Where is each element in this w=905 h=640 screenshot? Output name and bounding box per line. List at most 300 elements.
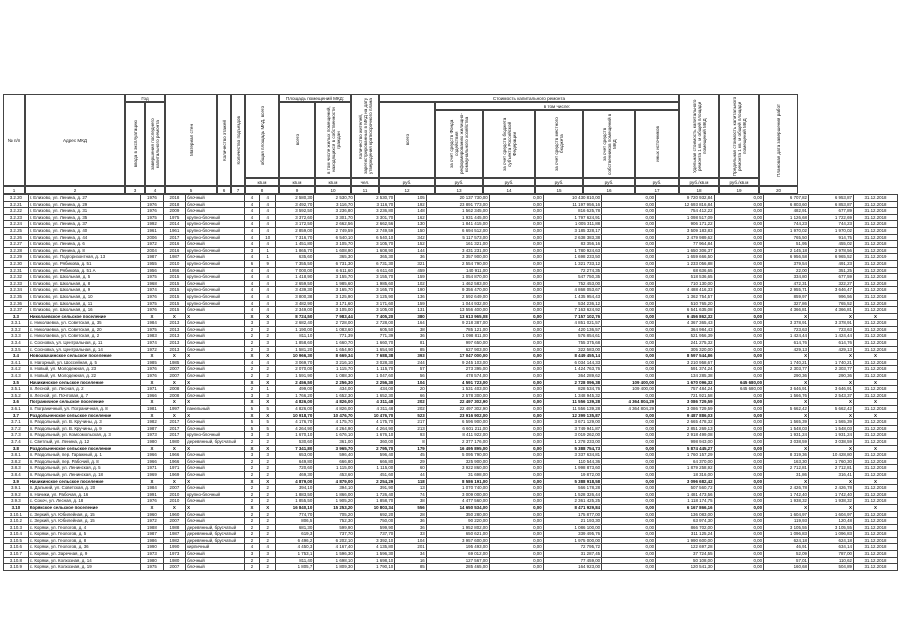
mkd-register-table <box>3 194 898 571</box>
table-cell: 0,00 <box>714 313 763 320</box>
unit-cell <box>351 178 379 186</box>
table-cell: X <box>853 399 897 406</box>
table-cell: 0,00 <box>602 425 656 432</box>
table-cell: 2 145,18 <box>764 247 809 254</box>
table-cell: 4 <box>244 221 260 228</box>
table-row <box>4 227 898 234</box>
table-cell: 1 126,68 <box>764 214 809 221</box>
table-cell: 31.12.2018 <box>853 340 897 347</box>
table-cell: 1 990 600,00 <box>656 537 714 544</box>
table-cell: 3 <box>244 432 260 439</box>
table-row <box>4 498 898 505</box>
table-cell: 1976 <box>141 373 163 380</box>
table-row <box>4 438 898 445</box>
table-cell: Корякское сельское поселение <box>28 504 140 511</box>
col-number-cell <box>719 186 759 194</box>
table-cell: X <box>809 412 854 419</box>
table-cell: деревянный, брусчатый <box>186 438 244 445</box>
table-cell: 0,00 <box>489 241 543 248</box>
table-cell: 2 426,78 <box>764 485 809 492</box>
table-cell: 2007 <box>163 485 185 492</box>
table-cell: 1 650 306,37 <box>656 247 714 254</box>
table-cell: 6 853,87 <box>809 201 854 208</box>
table-cell: 3.3 <box>4 313 29 320</box>
table-cell: 31.12.2018 <box>853 544 897 551</box>
unit-cell <box>279 178 315 186</box>
table-cell: 0,00 <box>489 366 543 373</box>
table-cell: 0,00 <box>714 458 763 465</box>
table-cell: 3.5.2 <box>4 392 29 399</box>
table-cell: 31.12.2018 <box>853 201 897 208</box>
table-cell: 0,00 <box>489 557 543 564</box>
table-cell: 57 <box>395 366 426 373</box>
table-cell: 3 <box>244 551 260 558</box>
table-cell: X <box>809 445 854 452</box>
table-cell: 192 <box>395 201 426 208</box>
table-cell: X <box>764 412 809 419</box>
table-cell: 1987 <box>141 531 163 538</box>
table-cell: 816 625,78 <box>543 208 601 215</box>
table-cell: 4 <box>244 274 260 281</box>
table-row <box>4 485 898 492</box>
table-cell: п. Лесной, ул. Почтовая, д. 7 <box>28 392 140 399</box>
table-cell: Пограничное сельское поселение <box>28 399 140 406</box>
table-cell: 4 <box>244 208 260 215</box>
table-cell: 1987 <box>141 254 163 261</box>
table-cell: 3.10.5 <box>4 537 29 544</box>
table-cell: 5 874 445,27 <box>656 445 714 452</box>
table-cell: 0,00 <box>489 498 543 505</box>
table-cell: 31.12.2018 <box>853 491 897 498</box>
table-cell: п. Раздольный, ул. Ленинская, д. 5 <box>28 465 140 472</box>
table-cell: 31.12.2018 <box>853 307 897 314</box>
table-cell: 1 698,10 <box>314 557 354 564</box>
table-row <box>4 221 898 228</box>
table-cell: п. Новый, ул. Молодежная, д. 23 <box>28 366 140 373</box>
table-cell: 5 662,42 <box>764 406 809 413</box>
table-cell: 5 <box>244 406 260 413</box>
table-cell: 3.3.1 <box>4 320 29 327</box>
table-cell: 31.12.2018 <box>853 373 897 380</box>
table-cell: 4 <box>244 307 260 314</box>
table-cell: 1 435 954,43 <box>543 293 601 300</box>
table-cell: 217 <box>395 419 426 426</box>
table-header <box>3 94 898 194</box>
table-cell: 14 650 534,00 <box>426 504 489 511</box>
table-cell: 1971 <box>163 465 185 472</box>
col-cost-owners-header-label: за счет средств собственников помещений в МКД <box>601 113 617 175</box>
table-cell: 10 476,70 <box>314 412 354 419</box>
table-cell: блочный <box>186 195 244 202</box>
table-cell: 645 680,00 <box>714 379 763 386</box>
table-cell: 31.12.2018 <box>853 518 897 525</box>
table-cell: 4 <box>244 241 260 248</box>
table-row <box>4 531 898 538</box>
table-cell: 0,00 <box>489 340 543 347</box>
table-cell: 906 171,22 <box>656 221 714 228</box>
table-cell: 518 536,65 <box>656 274 714 281</box>
table-cell: 1 670 096,32 <box>656 379 714 386</box>
table-cell: 1 098 811,00 <box>426 333 489 340</box>
table-cell: 31.12.2018 <box>853 359 897 366</box>
table-cell: X <box>163 379 185 386</box>
table-cell: 190 <box>395 287 426 294</box>
table-cell: 0,00 <box>489 491 543 498</box>
table-cell: 3 <box>244 452 260 459</box>
table-cell: 677,59 <box>809 274 854 281</box>
table-cell: 2 <box>244 346 260 353</box>
table-cell: 31.12.2019 <box>853 254 897 261</box>
table-cell: 0,00 <box>489 320 543 327</box>
table-cell: 110 544,36 <box>543 458 601 465</box>
table-cell: 3 216,10 <box>314 359 354 366</box>
table-cell: 1 676,10 <box>314 432 354 439</box>
table-cell: 1 <box>260 386 276 393</box>
table-cell: 1971 <box>141 465 163 472</box>
table-cell: 2015 <box>163 274 185 281</box>
col-cost-owners-header <box>583 110 635 178</box>
table-cell: блочный <box>186 201 244 208</box>
table-cell: 3.2.35 <box>4 293 29 300</box>
table-cell: X <box>764 399 809 406</box>
unit-cell <box>245 178 279 186</box>
table-cell: 1 866,00 <box>314 491 354 498</box>
table-cell: с. Сокоч, ул. Лесная, д. 18 <box>28 498 140 505</box>
table-cell: с. Коряки, ул. Колхозная, д. 19 <box>28 564 140 571</box>
col-cost-other-header <box>635 110 679 178</box>
table-cell: 7 355,50 <box>276 260 314 267</box>
table-cell: 6 694 512,00 <box>426 227 489 234</box>
table-cell: 0,00 <box>489 254 543 261</box>
unit-cell-label: руб. <box>454 179 464 185</box>
table-cell: 0,00 <box>714 287 763 294</box>
table-cell: 472,31 <box>764 280 809 287</box>
table-cell: 0,00 <box>489 234 543 241</box>
table-cell: 9 487 886,03 <box>656 412 714 419</box>
table-cell: 3.9.3 <box>4 498 29 505</box>
table-cell: 0,00 <box>714 537 763 544</box>
table-cell: 50 108,00 <box>656 557 714 564</box>
table-cell: 90 220,00 <box>426 518 489 525</box>
table-cell: 3.6 <box>4 399 29 406</box>
table-cell: 0,00 <box>602 458 656 465</box>
col-floors-header <box>217 94 231 186</box>
col-area-total-header <box>279 102 315 178</box>
table-cell: 52,09 <box>764 551 809 558</box>
table-cell: 1961 <box>163 227 185 234</box>
table-cell: 0,00 <box>714 359 763 366</box>
table-cell: 3 <box>244 320 260 327</box>
table-cell: 1975 <box>141 300 163 307</box>
table-cell: 666,80 <box>314 458 354 465</box>
table-cell: 723,63 <box>764 326 809 333</box>
table-cell: 12 693 816,84 <box>656 201 714 208</box>
table-cell: 7 000,00 <box>276 267 314 274</box>
table-cell: 118 <box>395 478 426 485</box>
table-cell: 3.3.2 <box>4 326 29 333</box>
table-cell: 3.3.3 <box>4 333 29 340</box>
table-cell: блочный <box>186 346 244 353</box>
table-cell: с. Коряки, ул. Заречная, д. 9 <box>28 551 140 558</box>
table-cell: 4 366,81 <box>809 307 854 314</box>
table-cell: 1 883,50 <box>276 491 314 498</box>
table-cell: 350 280,00 <box>426 511 489 518</box>
table-cell: 4 <box>244 234 260 241</box>
table-cell: 6 965,52 <box>809 254 854 261</box>
table-cell: 0,00 <box>714 280 763 287</box>
table-cell: 136 <box>395 293 426 300</box>
table-cell: 1 566,76 <box>764 392 809 399</box>
table-cell: 31.12.2018 <box>853 195 897 202</box>
table-cell: 3 <box>260 346 276 353</box>
table-cell: 0,00 <box>714 504 763 511</box>
table-cell: 596,40 <box>354 452 394 459</box>
table-cell: 4 <box>260 267 276 274</box>
table-cell: 3 038,59 <box>764 438 809 445</box>
table-row <box>4 386 898 393</box>
table-cell: 2 554 790,00 <box>426 260 489 267</box>
table-cell: 635,60 <box>276 254 314 261</box>
table-cell: 6 202,10 <box>314 537 354 544</box>
table-cell: 3 800,38 <box>276 293 314 300</box>
table-cell: 31.12.2018 <box>853 524 897 531</box>
table-cell: 5 <box>244 419 260 426</box>
col-number-cell-label: 2 <box>73 187 77 193</box>
table-cell: 0,00 <box>714 518 763 525</box>
table-cell: 8 411 922,00 <box>426 432 489 439</box>
table-row <box>4 557 898 564</box>
table-cell: 1984 <box>141 485 163 492</box>
table-cell: 8 597 544,86 <box>656 353 714 360</box>
col-number-cell <box>759 186 798 194</box>
table-cell: п. Раздольный, ул. В. Кручины, д. 9 <box>28 425 140 432</box>
table-cell: 3 105,55 <box>764 524 809 531</box>
table-cell: 3.9.2 <box>4 491 29 498</box>
unit-cell <box>583 178 635 186</box>
table-cell: 0,00 <box>602 557 656 564</box>
table-cell: г. Елизово, ул. Ленина, д. 40 <box>28 227 140 234</box>
table-cell: с. Коряки, ул. Геологов, д. 36 <box>28 544 140 551</box>
table-cell: 429,13 <box>809 346 854 353</box>
table-cell: 4 450,3 <box>276 544 314 551</box>
table-cell: 77 459,00 <box>543 557 601 564</box>
table-cell: г. Елизово, ул. Школьная, д. 8 <box>28 280 140 287</box>
table-cell: блочный <box>186 320 244 327</box>
table-cell: 1988 <box>163 524 185 531</box>
table-cell: 2 <box>260 518 276 525</box>
col-total-area-header <box>245 94 279 178</box>
table-cell: X <box>163 445 185 452</box>
table-cell: г. Елизово, ул. Ленина, д. 29 <box>28 201 140 208</box>
table-cell: X <box>186 313 244 320</box>
table-cell: 11 197 956,16 <box>543 201 601 208</box>
table-cell: 4 <box>260 544 276 551</box>
table-cell: 0,00 <box>714 551 763 558</box>
col-wall-material-header <box>165 94 217 186</box>
table-cell: 0,00 <box>602 419 656 426</box>
table-cell: 429,13 <box>764 346 809 353</box>
table-cell: 828 534,76 <box>543 386 601 393</box>
col-area-residents-header-label: в том числе жилых помещений, находящихся в собственности граждан <box>325 106 341 174</box>
table-row <box>4 234 898 241</box>
table-cell: 1982 <box>163 537 185 544</box>
table-cell: 1985 <box>163 359 185 366</box>
col-address-header-label: Адрес МКД <box>62 137 88 143</box>
table-cell: 3 105,70 <box>354 241 394 248</box>
table-cell: 1 970,02 <box>764 227 809 234</box>
table-cell: 0,00 <box>714 307 763 314</box>
table-cell: 2 <box>244 531 260 538</box>
table-cell: 2 <box>244 386 260 393</box>
table-cell: 31.12.2018 <box>853 346 897 353</box>
table-cell: 1 115,00 <box>314 465 354 472</box>
col-total-area-header-label: общая площадь МКД, всего <box>259 106 265 166</box>
table-cell: X <box>809 504 854 511</box>
table-cell: X <box>853 445 897 452</box>
table-cell: 136 083,00 <box>656 511 714 518</box>
table-cell: 2010 <box>163 498 185 505</box>
table-cell: Раздольненское сельское поселение <box>28 412 140 419</box>
table-cell: X <box>141 313 163 320</box>
table-cell: 2 070,00 <box>276 366 314 373</box>
table-cell: 3 646,47 <box>809 287 854 294</box>
unit-cell <box>535 178 583 186</box>
table-cell: 1 841 415,00 <box>426 221 489 228</box>
table-cell: 119,93 <box>764 518 809 525</box>
table-cell: 0,00 <box>714 366 763 373</box>
table-cell: п. Дальний, ул. Советская, д. 20 <box>28 485 140 492</box>
table-cell: 4 264,90 <box>314 425 354 432</box>
table-cell: 469,30 <box>276 471 314 478</box>
table-cell: 74 <box>395 491 426 498</box>
table-row <box>4 293 898 300</box>
table-cell: 322,27 <box>809 280 854 287</box>
table-cell: 4 <box>260 208 276 215</box>
table-cell: 6 707,82 <box>764 195 809 202</box>
table-cell: 1 604,97 <box>764 511 809 518</box>
table-cell: 0,00 <box>602 307 656 314</box>
table-row <box>4 333 898 340</box>
table-cell: 22,00 <box>764 267 809 274</box>
table-cell: 1 608,90 <box>354 247 394 254</box>
table-cell: 31.12.2018 <box>853 551 897 558</box>
table-cell: 4 367 365,43 <box>656 320 714 327</box>
table-cell: 3 <box>244 247 260 254</box>
table-cell: 0,00 <box>714 234 763 241</box>
table-cell: 3.2.22 <box>4 208 29 215</box>
table-cell: 31.12.2018 <box>853 557 897 564</box>
table-cell: 1961 <box>141 227 163 234</box>
col-number-cell <box>217 186 231 194</box>
table-cell: 0,00 <box>489 293 543 300</box>
table-cell: 2 <box>260 491 276 498</box>
table-cell: 31.12.2018 <box>853 366 897 373</box>
table-cell: X <box>141 445 163 452</box>
table-cell: 0,00 <box>489 537 543 544</box>
table-cell: 2013 <box>163 333 185 340</box>
table-cell: 2015 <box>163 293 185 300</box>
table-cell: 1991 <box>141 491 163 498</box>
table-cell: 3 155,70 <box>314 274 354 281</box>
table-cell: 6 953,87 <box>809 195 854 202</box>
table-cell: 4 <box>260 280 276 287</box>
table-row <box>4 425 898 432</box>
table-cell: 4 311,48 <box>354 399 394 406</box>
table-cell: 2 361 425,25 <box>543 498 601 505</box>
table-cell: 3 592,50 <box>276 208 314 215</box>
table-cell: 1 086 100,00 <box>543 524 601 531</box>
unit-cell-label: кв.м <box>257 179 267 185</box>
table-row <box>4 340 898 347</box>
table-cell: 2 <box>260 537 276 544</box>
table-row <box>4 353 898 360</box>
table-cell: 391,90 <box>354 485 394 492</box>
table-cell: 1973 <box>141 432 163 439</box>
table-cell: 1 660,70 <box>354 340 394 347</box>
table-row <box>4 373 898 380</box>
table-cell: Начикинское сельское поселение <box>28 379 140 386</box>
table-row <box>4 320 898 327</box>
table-cell: 22 497 302,90 <box>426 399 489 406</box>
table-cell: 521 956,39 <box>656 333 714 340</box>
table-cell: 0,00 <box>714 326 763 333</box>
table-cell: 0,00 <box>714 241 763 248</box>
table-cell: 6 034 144,33 <box>543 359 601 366</box>
table-cell: 102 <box>395 280 426 287</box>
table-cell: 179 <box>395 445 426 452</box>
table-cell: Начикинское сельское поселение <box>28 478 140 485</box>
table-cell: 127 567,00 <box>426 557 489 564</box>
table-cell: 774,70 <box>276 511 314 518</box>
table-cell: 750,00 <box>354 518 394 525</box>
col-number-cell <box>679 186 719 194</box>
col-number-cell <box>231 186 245 194</box>
table-cell: 1 591,90 <box>276 373 314 380</box>
table-cell: 1980 <box>141 557 163 564</box>
table-cell: 10 918,70 <box>276 412 314 419</box>
table-cell: 1 659 666,50 <box>656 254 714 261</box>
table-cell: 0,00 <box>602 445 656 452</box>
table-cell: 0,00 <box>602 537 656 544</box>
table-cell: 3 069,70 <box>276 359 314 366</box>
table-cell: 1 604,97 <box>809 511 854 518</box>
table-cell: 4 135,80 <box>354 544 394 551</box>
col-area-residents-header <box>315 102 351 178</box>
table-cell: блочный <box>186 333 244 340</box>
table-cell: 2 426,78 <box>809 485 854 492</box>
table-cell: 2016 <box>163 241 185 248</box>
table-cell: 2 <box>244 511 260 518</box>
table-cell: 0,00 <box>489 227 543 234</box>
table-cell: 0,00 <box>489 326 543 333</box>
table-cell: 5 095 790,00 <box>426 452 489 459</box>
unit-cell <box>435 178 483 186</box>
table-cell: блочный <box>186 551 244 558</box>
table-cell: 10 803,34 <box>354 504 394 511</box>
table-cell: 0,00 <box>602 471 656 478</box>
table-cell: 765,52 <box>809 300 854 307</box>
unit-cell <box>635 178 679 186</box>
table-cell: 3 116,70 <box>354 201 394 208</box>
table-cell: 3 <box>260 320 276 327</box>
table-cell: 3.2.32 <box>4 274 29 281</box>
table-cell: 22 497 302,90 <box>426 406 489 413</box>
table-cell: 1975 <box>141 564 163 571</box>
col-number-cell-label: 16 <box>606 187 612 193</box>
table-row <box>4 307 898 314</box>
table-cell: 0,00 <box>489 221 543 228</box>
col-number-cell-label: 5 <box>189 187 193 193</box>
